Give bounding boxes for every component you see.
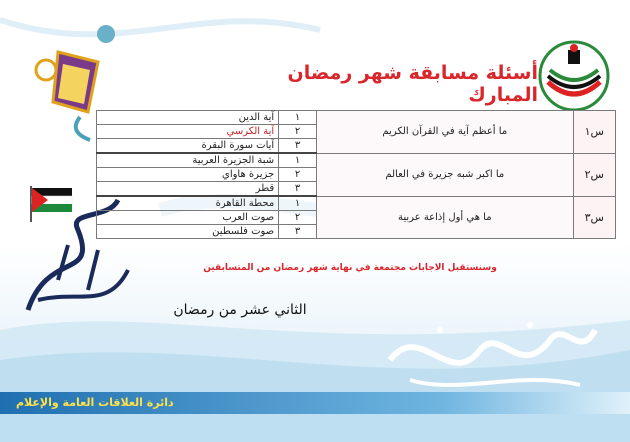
footer (0, 392, 630, 414)
answers-notice: وسنستقبل الاجابات مجتمعة في نهاية شهر رمضان من المتسابقين (203, 263, 497, 273)
answer-number: ٢ (279, 168, 317, 182)
department-name: دائرة العلاقات العامة والإعلام (16, 396, 174, 409)
answer-option: صوت فلسطين (97, 225, 279, 239)
answer-number: ٣ (279, 139, 317, 154)
answer-option: صوت العرب (97, 211, 279, 225)
answer-number: ٣ (279, 225, 317, 239)
question-text: ما اكبر شبه جزيرة في العالم (316, 153, 573, 196)
question-number: س٢ (573, 153, 615, 196)
table-row (97, 196, 616, 211)
answer-option: جزيرة هاواي (97, 168, 279, 182)
answer-number: ١ (279, 196, 317, 211)
question-number: س٣ (573, 196, 615, 239)
day-label: الثاني عشر من رمضان (173, 302, 307, 318)
question-text: ما أعظم آية في القرآن الكريم (316, 111, 573, 154)
page-title: أسئلة مسابقة شهر رمضان المبارك (287, 62, 538, 106)
answer-number: ٢ (279, 125, 317, 139)
answer-number: ٢ (279, 211, 317, 225)
questions-table (96, 110, 616, 239)
table-row (97, 153, 616, 168)
answer-option: قطر (97, 182, 279, 197)
answer-number: ١ (279, 111, 317, 125)
table-row (97, 111, 616, 125)
answer-option: محطة القاهرة (97, 196, 279, 211)
answer-number: ٣ (279, 182, 317, 197)
answer-option: آية الكرسي (97, 125, 279, 139)
answer-option: آيات سورة البقرة (97, 139, 279, 154)
question-number: س١ (573, 111, 615, 154)
organization-emblem-icon (534, 36, 614, 116)
question-text: ما هي أول إذاعة عربية (316, 196, 573, 239)
answer-option: آية الدين (97, 111, 279, 125)
ramadan-calligraphy-decoration (380, 300, 600, 400)
answer-number: ١ (279, 153, 317, 168)
answer-option: شبة الجزيرة العربية (97, 153, 279, 168)
